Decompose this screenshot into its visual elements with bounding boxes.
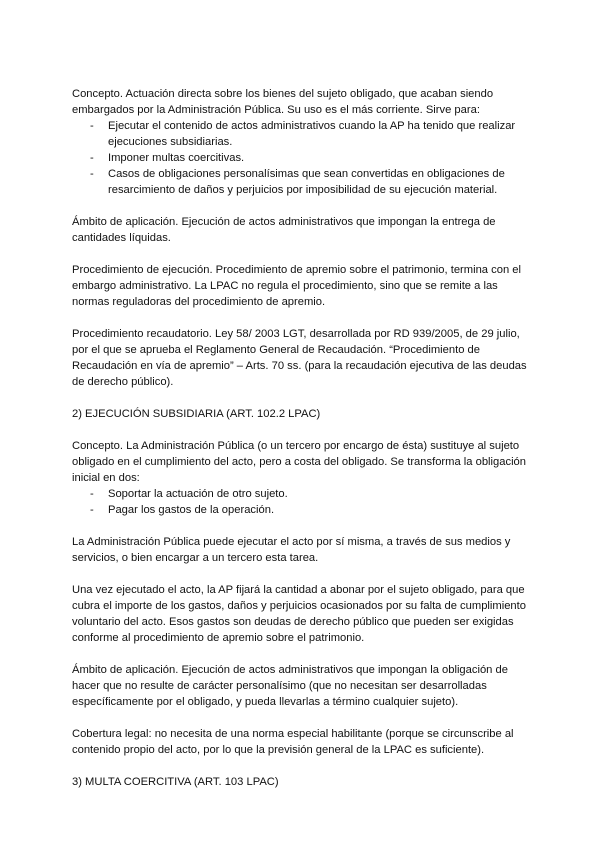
list-item: - Pagar los gastos de la operación. bbox=[90, 504, 275, 516]
section-heading-subsidiaria: 2) EJECUCIÓN SUBSIDIARIA (ART. 102.2 LPAC) bbox=[72, 408, 321, 420]
apremio-procedimiento: Procedimiento de ejecución. Procedimiento de apremio sobre el patrimonio, termina con el embargo administrativo. La LPAC no regula el procedimiento, sino que se remite a las normas reguladoras del procedimiento de apremio. bbox=[72, 264, 521, 308]
dash-bullet: - bbox=[90, 168, 94, 180]
dash-bullet: - bbox=[90, 152, 94, 164]
apremio-ambito: Ámbito de aplicación. Ejecución de actos administrativos que impongan la entrega de cantidades líquidas. bbox=[72, 216, 496, 244]
section-heading-multa: 3) MULTA COERCITIVA (ART. 103 LPAC) bbox=[72, 776, 279, 788]
list-item: - Casos de obligaciones personalísimas que sean convertidas en obligaciones de resarcimiento de daños y perjuicios por imposibilidad de su ejecución material. bbox=[90, 168, 505, 196]
list-item: - Imponer multas coercitivas. bbox=[90, 152, 245, 164]
subsidiaria-cobertura: Cobertura legal: no necesita de una norma especial habilitante (porque se circunscribe al contenido propio del acto, por lo que la previsión general de la LPAC es suficiente). bbox=[72, 728, 514, 756]
dash-bullet: - bbox=[90, 120, 94, 132]
list-item: - Ejecutar el contenido de actos administrativos cuando la AP ha tenido que realizar ejecuciones subsidiarias. bbox=[90, 120, 516, 148]
list-item: - Soportar la actuación de otro sujeto. bbox=[90, 488, 288, 500]
subsidiaria-concepto: Concepto. La Administración Pública (o un tercero por encargo de ésta) sustituye al sujeto obligado en el cumplimiento del acto, pero a costa del obligado. Se transforma la obligación inicial en dos: bbox=[72, 440, 526, 484]
subsidiaria-list bbox=[72, 486, 530, 518]
apremio-recaudatorio: Procedimiento recaudatorio. Ley 58/ 2003 LGT, desarrollada por RD 939/2005, de 29 julio, por el que se aprueba el Reglamento General de Recaudación. “Procedimiento de Recaudación en vía de apremio” – Arts. 70 ss. (para la recaudación ejecutiva de las deudas de derecho público). bbox=[72, 328, 527, 388]
apremio-list bbox=[72, 118, 530, 198]
subsidiaria-ambito: Ámbito de aplicación. Ejecución de actos administrativos que impongan la obligación de hacer que no resulte de carácter personalísimo (que no necesitan ser desarrolladas específicamente por el obligado, y pueda llevarlas a término cualquier sujeto). bbox=[72, 664, 508, 708]
subsidiaria-ejecutado: Una vez ejecutado el acto, la AP fijará la cantidad a abonar por el sujeto obligado, para que cubra el importe de los gastos, daños y perjuicios ocasionados por su falta de cumplimiento voluntario del acto. Esos gastos son deudas de derecho público que pueden ser exigidas conforme al procedimiento de apremio sobre el patrimonio. bbox=[72, 584, 526, 644]
dash-bullet: - bbox=[90, 488, 94, 500]
apremio-concepto: Concepto. Actuación directa sobre los bienes del sujeto obligado, que acaban siendo embargados por la Administración Pública. Su uso es el más corriente. Sirve para: bbox=[72, 88, 494, 116]
dash-bullet: - bbox=[90, 504, 94, 516]
subsidiaria-medios: La Administración Pública puede ejecutar el acto por sí misma, a través de sus medios y servicios, o bien encargar a un tercero esta tarea. bbox=[72, 536, 511, 564]
